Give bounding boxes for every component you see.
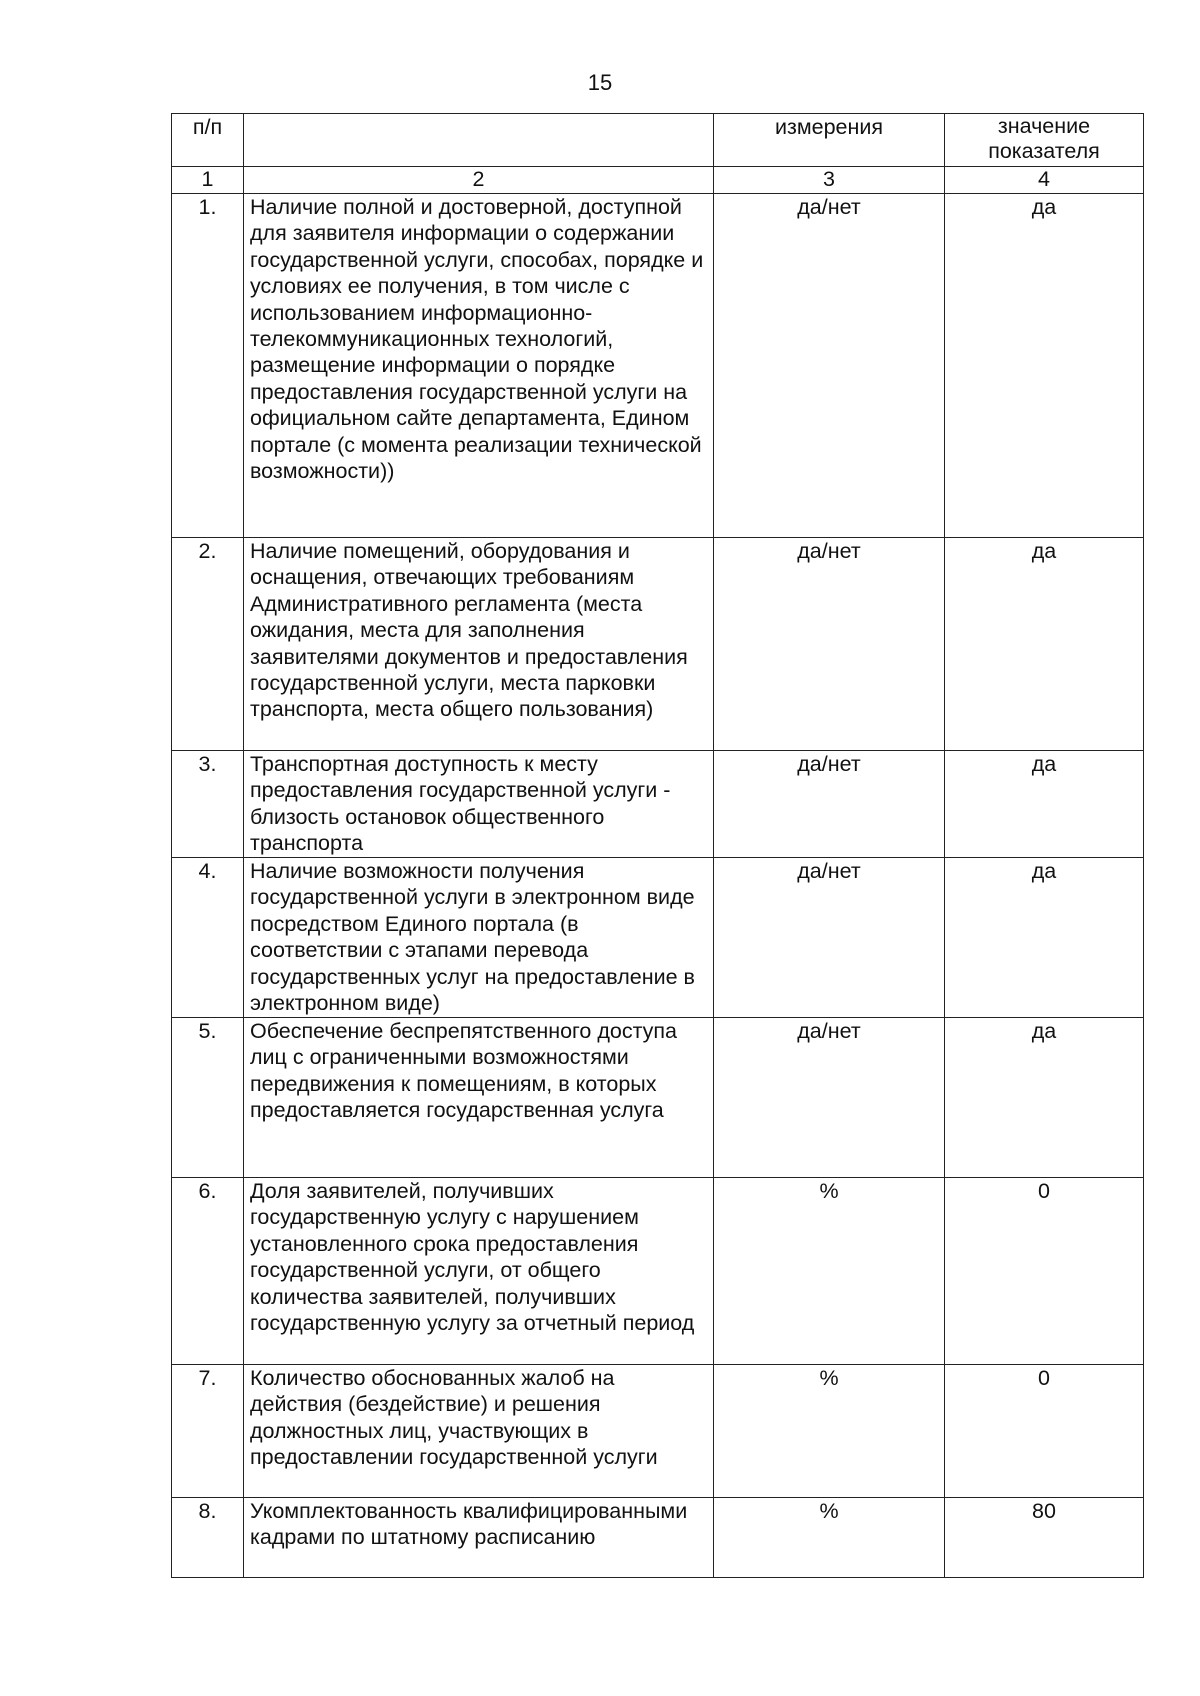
indicator-text: Количество обоснованных жалоб на действия (бездействие) и решения должностных лиц, участвующих в предоставлении государственной услуги <box>244 1365 714 1498</box>
value-cell: да <box>945 194 1144 538</box>
row-number: 5. <box>172 1018 244 1178</box>
unit-cell: % <box>714 1498 945 1578</box>
indicator-text: Укомплектованность квалифицированными кадрами по штатному расписанию <box>244 1498 714 1578</box>
unit-cell: да/нет <box>714 194 945 538</box>
value-cell: да <box>945 1018 1144 1178</box>
row-number: 3. <box>172 751 244 858</box>
row-number: 4. <box>172 858 244 1018</box>
indicator-text: Доля заявителей, получивших государственную услугу с нарушением установленного срока предоставления государственной услуги, от общего количества заявителей, получивших государственную услугу за отчетный период <box>244 1178 714 1365</box>
row-number: 7. <box>172 1365 244 1498</box>
header-cell-number: п/п <box>172 114 244 167</box>
column-number: 4 <box>945 167 1144 194</box>
unit-cell: да/нет <box>714 858 945 1018</box>
table-row <box>172 538 1144 751</box>
row-number: 1. <box>172 194 244 538</box>
indicator-text: Наличие полной и достоверной, доступной для заявителя информации о содержании государственной услуги, способах, порядке и условиях ее получения, в том числе с использованием информационно-телекоммуникационных технологий, размещение информации о порядке предоставления государственной услуги на официальном сайте департамента, Едином портале (с момента реализации технической возможности)) <box>244 194 714 538</box>
value-cell: 80 <box>945 1498 1144 1578</box>
value-cell: да <box>945 751 1144 858</box>
row-number: 8. <box>172 1498 244 1578</box>
unit-cell: да/нет <box>714 538 945 751</box>
unit-cell: да/нет <box>714 1018 945 1178</box>
value-cell: 0 <box>945 1178 1144 1365</box>
row-number: 2. <box>172 538 244 751</box>
unit-cell: % <box>714 1365 945 1498</box>
table-row <box>172 858 1144 1018</box>
indicator-text: Обеспечение беспрепятственного доступа лиц с ограниченными возможностями передвижения к помещениям, в которых предоставляется государственная услуга <box>244 1018 714 1178</box>
table-row <box>172 1365 1144 1498</box>
value-cell: 0 <box>945 1365 1144 1498</box>
indicators-table <box>171 113 1144 1578</box>
indicator-text: Наличие помещений, оборудования и оснащения, отвечающих требованиям Административного регламента (места ожидания, места для заполнения заявителями документов и предоставления государственной услуги, места парковки транспорта, места общего пользования) <box>244 538 714 751</box>
page-number: 15 <box>587 70 613 95</box>
header-cell-value: значение показателя <box>945 114 1144 167</box>
value-cell: да <box>945 538 1144 751</box>
indicator-text: Транспортная доступность к месту предоставления государственной услуги - близость остановок общественного транспорта <box>244 751 714 858</box>
header-cell-indicator <box>244 114 714 167</box>
indicator-text: Наличие возможности получения государственной услуги в электронном виде посредством Единого портала (в соответствии с этапами перевода государственных услуг на предоставление в электронном виде) <box>244 858 714 1018</box>
unit-cell: да/нет <box>714 751 945 858</box>
unit-cell: % <box>714 1178 945 1365</box>
table-row <box>172 1498 1144 1578</box>
table-row <box>172 1178 1144 1365</box>
column-number: 3 <box>714 167 945 194</box>
value-cell: да <box>945 858 1144 1018</box>
table-row <box>172 1018 1144 1178</box>
header-cell-unit: измерения <box>714 114 945 167</box>
table-header-row <box>172 114 1144 167</box>
table-row <box>172 751 1144 858</box>
row-number: 6. <box>172 1178 244 1365</box>
column-number: 1 <box>172 167 244 194</box>
column-number-row <box>172 167 1144 194</box>
column-number: 2 <box>244 167 714 194</box>
table-row <box>172 194 1144 538</box>
